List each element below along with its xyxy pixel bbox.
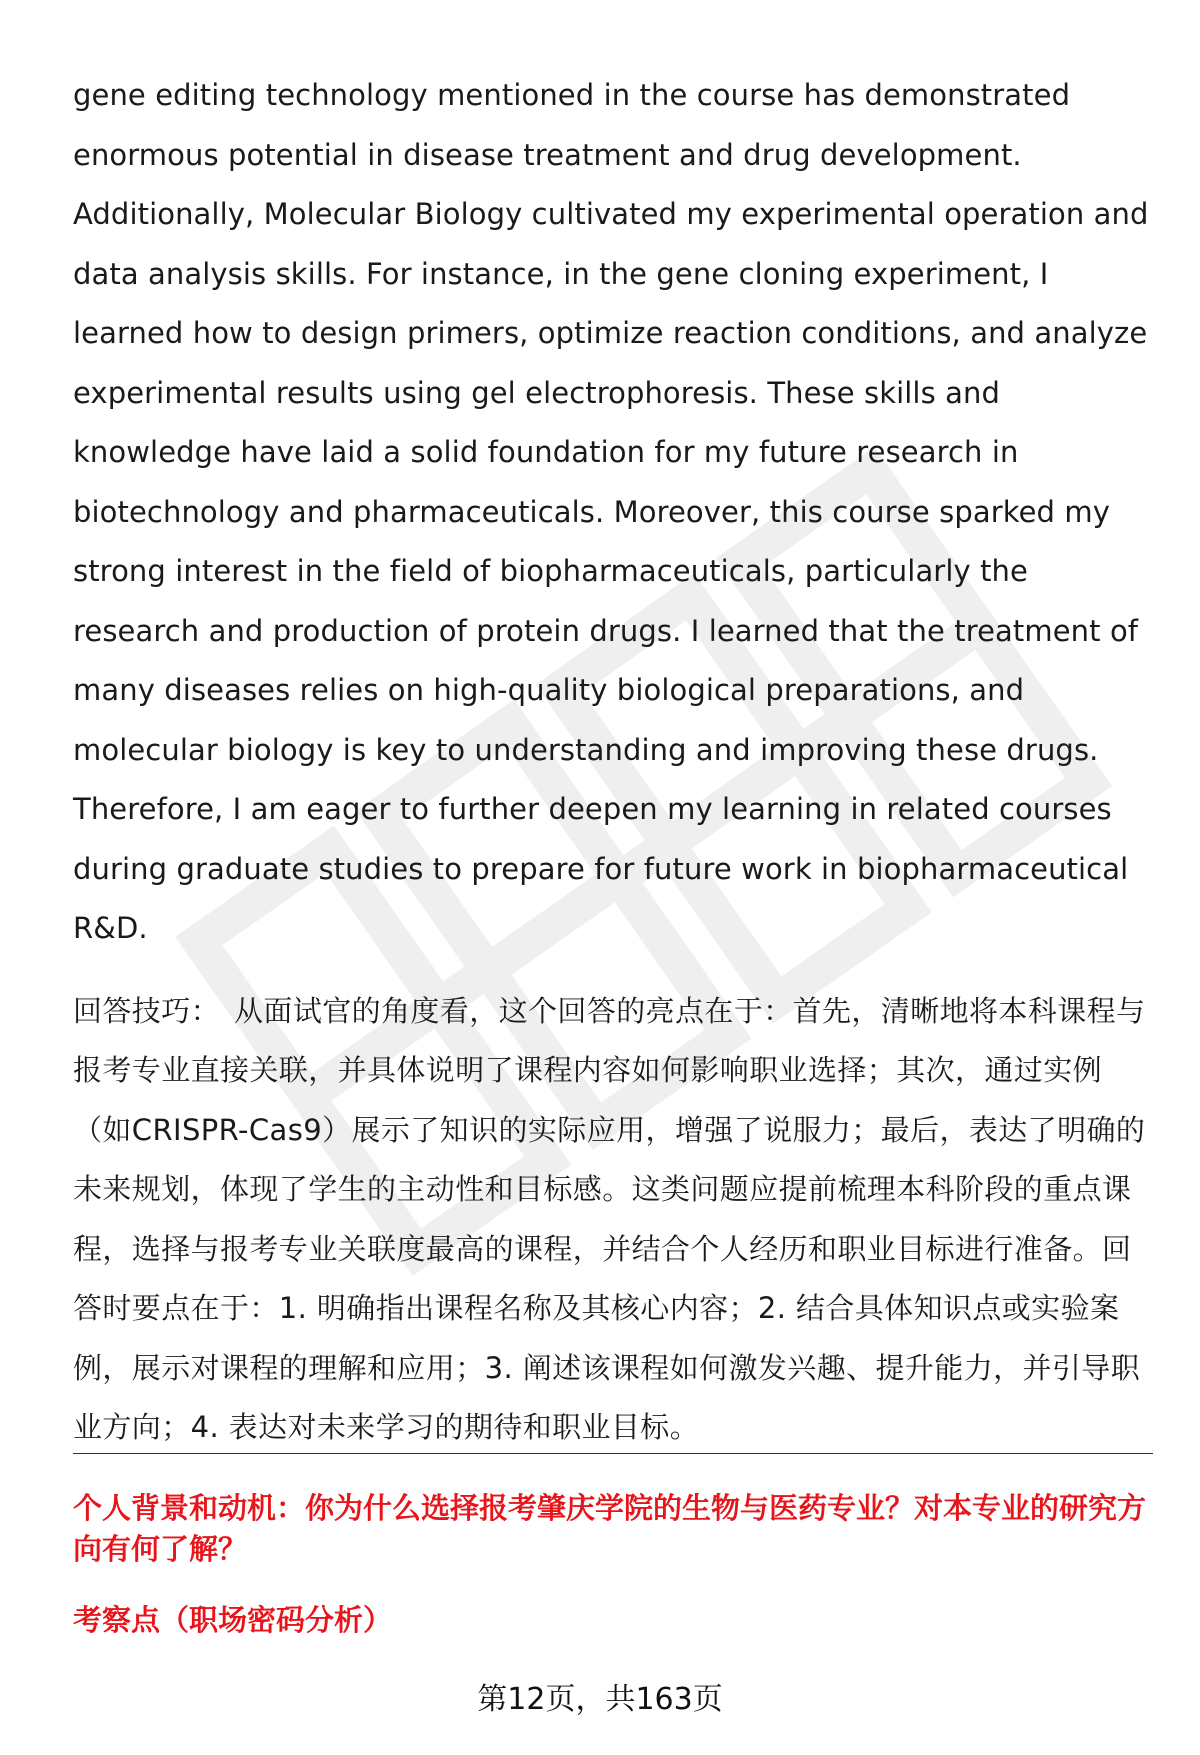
section-divider: [73, 1453, 1153, 1454]
interview-question-heading: 个人背景和动机：你为什么选择报考肇庆学院的生物与医药专业？对本专业的研究方向有何了解？: [73, 1491, 1147, 1566]
tips-label: 回答技巧：: [73, 993, 221, 1028]
answer-tips-paragraph: [73, 982, 1153, 1458]
page-number: 第12页，共163页: [477, 1682, 723, 1717]
assessment-point-heading: 考察点（职场密码分析）: [73, 1603, 393, 1637]
answer-paragraph: gene editing technology mentioned in the course has demonstrated enormous potential in disease treatment and drug development. Additionally, Molecular Biology cultivated my experimental operation and data analysis skills. For instance, in the gene cloning experiment, I learned how to design primers, optimize reaction conditions, and analyze experimental results using gel electrophoresis. These skills and knowledge have laid a solid foundation for my future research in biotechnology and pharmaceuticals. Moreover, this course sparked my strong interest in the field of biopharmaceuticals, particularly the research and production of protein drugs. I learned that the treatment of many diseases relies on high-quality biological preparations, and molecular biology is key to understanding and improving these drugs. Therefore, I am eager to further deepen my learning in related courses during graduate studies to prepare for future work in biopharmaceutical R&D.: [73, 78, 1149, 945]
document-body: [73, 66, 1153, 1458]
tips-text: 从面试官的角度看，这个回答的亮点在于：首先，清晰地将本科课程与报考专业直接关联，并具体说明了课程内容如何影响职业选择；其次，通过实例（如CRISPR-Cas9）展示了知识的实际应用，增强了说服力；最后，表达了明确的未来规划，体现了学生的主动性和目标感。这类问题应提前梳理本科阶段的重点课程，选择与报考专业关联度最高的课程，并结合个人经历和职业目标进行准备。回答时要点在于：1. 明确指出课程名称及其核心内容；2. 结合具体知识点或实验案例，展示对课程的理解和应用；3. 阐述该课程如何激发兴趣、提升能力，并引导职业方向；4. 表达对未来学习的期待和职业目标。: [73, 993, 1146, 1444]
